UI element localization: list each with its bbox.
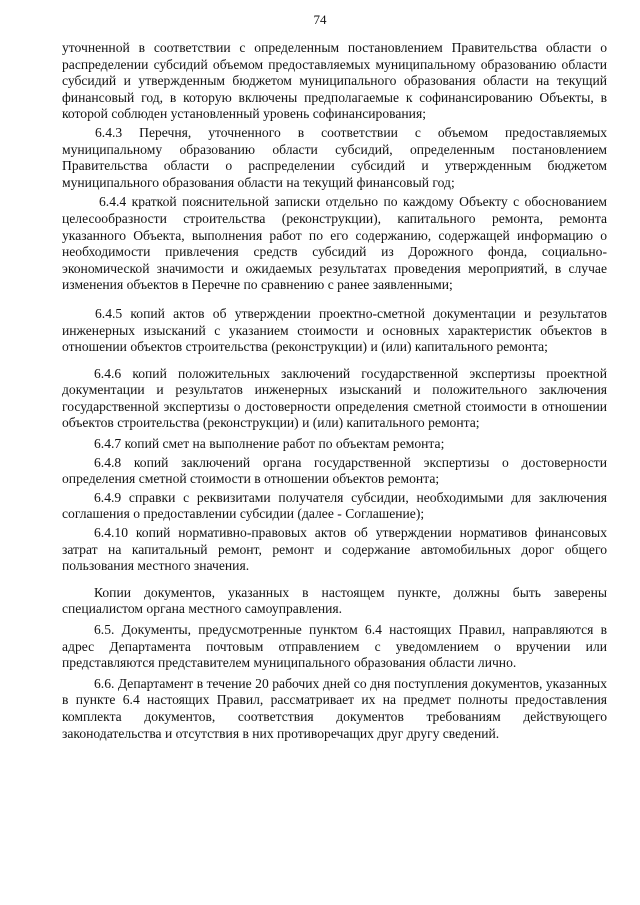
paragraph-6-4-5: 6.4.5 копий актов об утверждении проектно-сметной документации и результатов инженерных изысканий с указанием стоимости и основных характеристик объектов в отношении объектов строительства (реконструкции) и (или) капитального ремонта; [62, 305, 607, 355]
paragraph-6-4-4: 6.4.4 краткой пояснительной записки отдельно по каждому Объекту с обоснованием целесообразности строительства (реконструкции), капитального ремонта, ремонта указанного Объекта, выполнения работ по его содержанию, содержащей информацию о необходимости привлечения средств субсидий из Дорожного фонда, социально-экономической значимости и ожидаемых результатах проведения мероприятий, в случае изменения объектов в Перечне по сравнению с ранее заявленными; [62, 194, 607, 293]
paragraph-6-4-7: 6.4.7 копий смет на выполнение работ по объектам ремонта; [94, 436, 445, 452]
paragraph-6-4-3: 6.4.3 Перечня, уточненного в соответствии с объемом предоставляемых муниципальному образованию области субсидий, определенным постановлением Правительства области о распределении субсидий и утвержденным бюджетом муниципального образования области на текущий финансовый год; [62, 124, 607, 190]
paragraph-6-4-10: 6.4.10 копий нормативно-правовых актов об утверждении нормативов финансовых затрат на капитальный ремонт, ремонт и содержание автомобильных дорог общего пользования местного значения. [62, 525, 607, 574]
paragraph-6-4-6: 6.4.6 копий положительных заключений государственной экспертизы проектной документации и результатов инженерных изысканий и положительного заключения государственной экспертизы о достоверности определения сметной стоимости в отношении объектов строительства (реконструкции) и (или) капитального ремонта; [62, 365, 607, 431]
paragraph-6-6: 6.6. Департамент в течение 20 рабочих дней со дня поступления документов, указанных в пункте 6.4 настоящих Правил, рассматривает их на предмет полноты предоставления комплекта документов, соответствия документов требованиям действующего законодательства и отсутствия в них противоречащих друг другу сведений. [62, 675, 607, 741]
paragraph-6-5: 6.5. Документы, предусмотренные пунктом 6.4 настоящих Правил, направляются в адрес Департамента почтовым отправлением с уведомлением о вручении или представляются представителем муниципального образования области лично. [62, 622, 607, 671]
paragraph-6-4-8: 6.4.8 копий заключений органа государственной экспертизы о достоверности определения сметной стоимости в отношении объектов ремонта; [62, 454, 607, 487]
page-number: 74 [313, 12, 327, 27]
paragraph-6-4-9: 6.4.9 справки с реквизитами получателя субсидии, необходимыми для заключения соглашения о предоставлении субсидии (далее - Соглашение); [62, 489, 607, 522]
paragraph-copies-note: Копии документов, указанных в настоящем пункте, должны быть заверены специалистом органа местного самоуправления. [62, 584, 607, 617]
document-body [62, 40, 607, 742]
paragraph-continuation: уточненной в соответствии с определенным постановлением Правительства области о распределении субсидий объемом предоставляемых муниципальному образованию области субсидий и утвержденным бюджетом муниципального образования области на текущий финансовый год, в которую включены предполагаемые к софинансированию Объекты, в которой соблюден установленный уровень софинансирования; [62, 40, 607, 122]
